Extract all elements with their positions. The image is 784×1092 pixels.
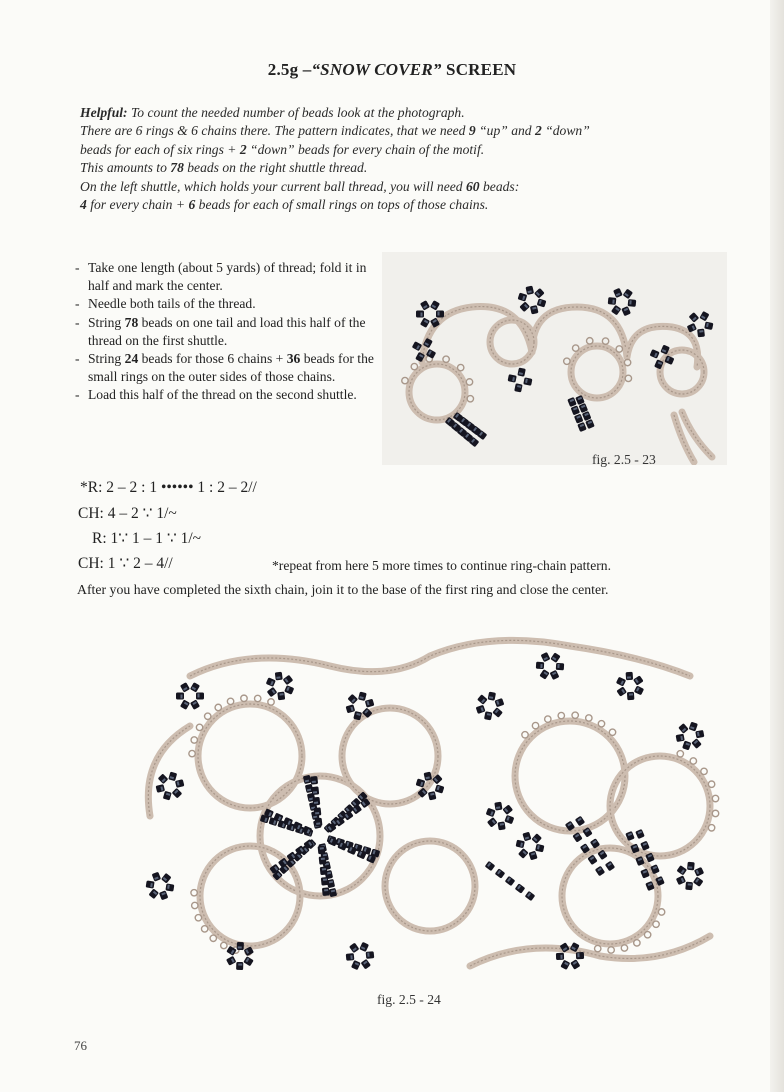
step-string-78: - String 78 beads on one tail and load this half of the thread on the first shuttle.: [75, 314, 375, 350]
helpful-line-3: beads for each of six rings + 2 “down” beads for every chain of the motif.: [80, 141, 485, 157]
step-needle-tails: - Needle both tails of the thread.: [75, 295, 375, 313]
pattern-line-ring: *R: 2 – 2 : 1 •••••• 1 : 2 – 2//: [80, 479, 257, 496]
figure-2-5-23-photo: [382, 252, 727, 465]
repeat-note: *repeat from here 5 more times to continue ring-chain pattern.: [272, 558, 611, 573]
pattern-line-ring-2: R: 1∵ 1 – 1 ∵ 1/~: [92, 530, 202, 547]
step-string-24: - String 24 beads for those 6 chains + 36 beads for the small rings on the outer sides of those chains.: [75, 350, 375, 386]
fig24-tatting-image: [130, 636, 730, 988]
figure-2-5-24-photo: [130, 636, 730, 988]
fig23-tatting-image: [382, 252, 727, 465]
after-instruction: After you have completed the sixth chain, join it to the base of the first ring and close the center.: [77, 582, 609, 597]
page-edge: [770, 0, 784, 1092]
helpful-line-2: There are 6 rings & 6 chains there. The pattern indicates, that we need 9 “up” and 2 “down”: [80, 123, 590, 139]
pattern-line-chain-2: CH: 1 ∵ 2 – 4//: [78, 555, 173, 572]
step-take-thread: - Take one length (about 5 yards) of thread; fold it in half and mark the center.: [75, 259, 375, 295]
helpful-line-1: Helpful: To count the needed number of beads look at the photograph.: [80, 105, 465, 120]
fig23-caption: fig. 2.5 - 23: [592, 452, 656, 467]
helpful-line-5: On the left shuttle, which holds your current ball thread, you will need 60 beads:: [80, 178, 520, 194]
step-load-second: - Load this half of the thread on the second shuttle.: [75, 386, 375, 404]
instruction-steps: [75, 259, 375, 405]
pattern-line-chain: CH: 4 – 2 ∵ 1/~: [78, 505, 177, 522]
page-number: 76: [74, 1038, 87, 1053]
helpful-line-4: This amounts to 78 beads on the right shuttle thread.: [80, 160, 368, 176]
helpful-note: [80, 104, 760, 214]
helpful-line-6: 4 for every chain + 6 beads for each of small rings on tops of those chains.: [80, 197, 489, 213]
section-title: 2.5g –“SNOW COVER” SCREEN: [267, 60, 517, 79]
fig24-caption: fig. 2.5 - 24: [377, 992, 441, 1007]
